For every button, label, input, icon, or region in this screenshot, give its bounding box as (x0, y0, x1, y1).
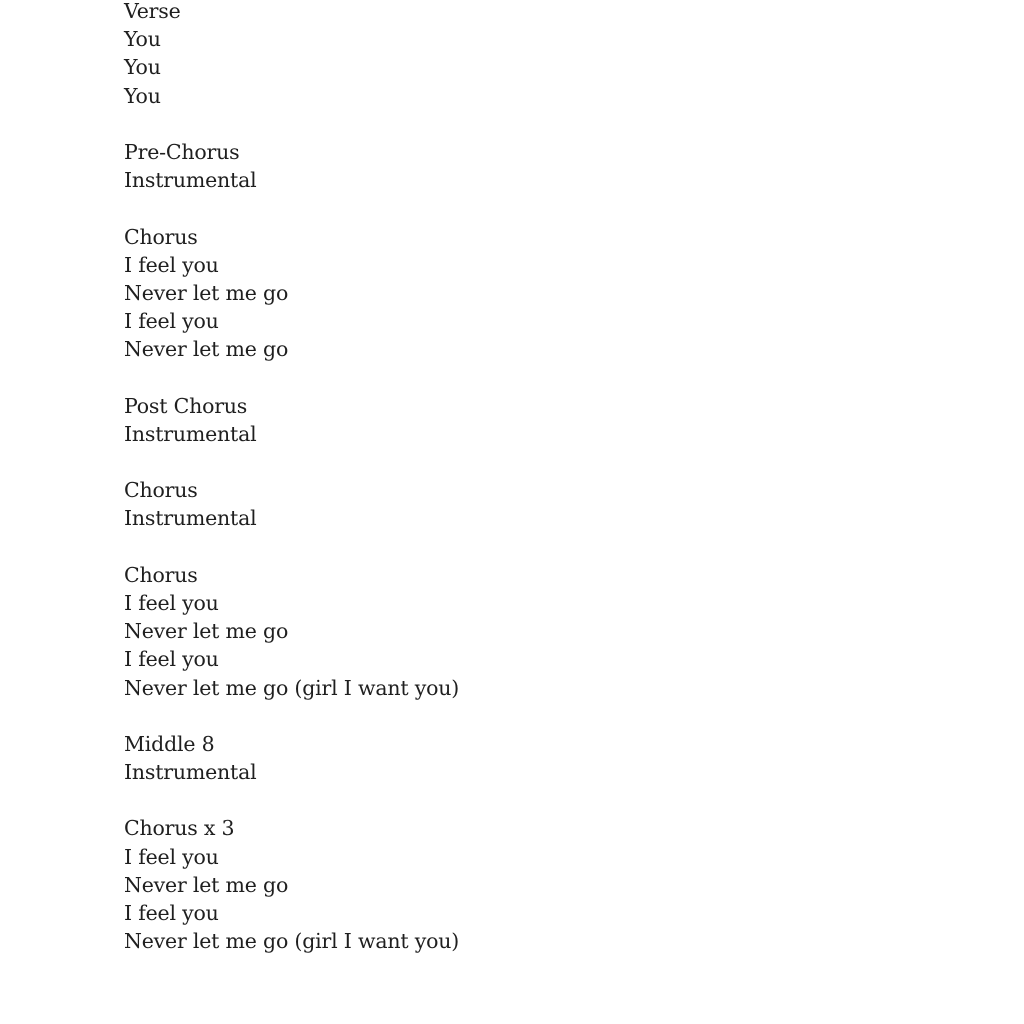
lyric-line: Never let me go (124, 872, 289, 897)
section-chorus-3 (124, 561, 984, 702)
section-chorus-2 (124, 476, 984, 532)
lyric-line: Instrumental (124, 421, 257, 446)
lyric-line: Never let me go (girl I want you) (124, 929, 460, 954)
section-chorus-x3 (124, 814, 984, 955)
section-chorus-1 (124, 223, 984, 364)
section-middle-8 (124, 730, 984, 786)
section-verse (124, 0, 984, 110)
section-heading: Post Chorus (124, 393, 248, 418)
lyric-line: Instrumental (124, 506, 257, 531)
section-heading: Verse (124, 0, 181, 23)
lyric-line: Instrumental (124, 168, 257, 193)
lyric-line: You (124, 83, 161, 108)
section-heading: Chorus (124, 478, 198, 503)
section-heading: Chorus x 3 (124, 816, 235, 841)
lyric-line: Never let me go (124, 280, 289, 305)
lyric-line: You (124, 27, 161, 52)
lyric-line: I feel you (124, 901, 219, 925)
lyric-line: You (124, 55, 161, 80)
lyrics-document (124, 0, 984, 984)
lyric-line: I feel you (124, 647, 219, 672)
lyric-line: Instrumental (124, 760, 257, 785)
section-post-chorus (124, 392, 984, 448)
section-heading: Chorus (124, 562, 198, 587)
section-heading: Middle 8 (124, 731, 215, 756)
lyric-line: I feel you (124, 844, 219, 869)
lyric-line: Never let me go (girl I want you) (124, 675, 460, 700)
lyric-line: Never let me go (124, 619, 289, 644)
lyric-line: I feel you (124, 590, 219, 615)
lyric-line: I feel you (124, 309, 219, 334)
section-heading: Pre-Chorus (124, 139, 240, 164)
section-heading: Chorus (124, 224, 198, 249)
section-pre-chorus (124, 138, 984, 194)
lyric-line: Never let me go (124, 337, 289, 362)
lyric-line: I feel you (124, 252, 219, 277)
